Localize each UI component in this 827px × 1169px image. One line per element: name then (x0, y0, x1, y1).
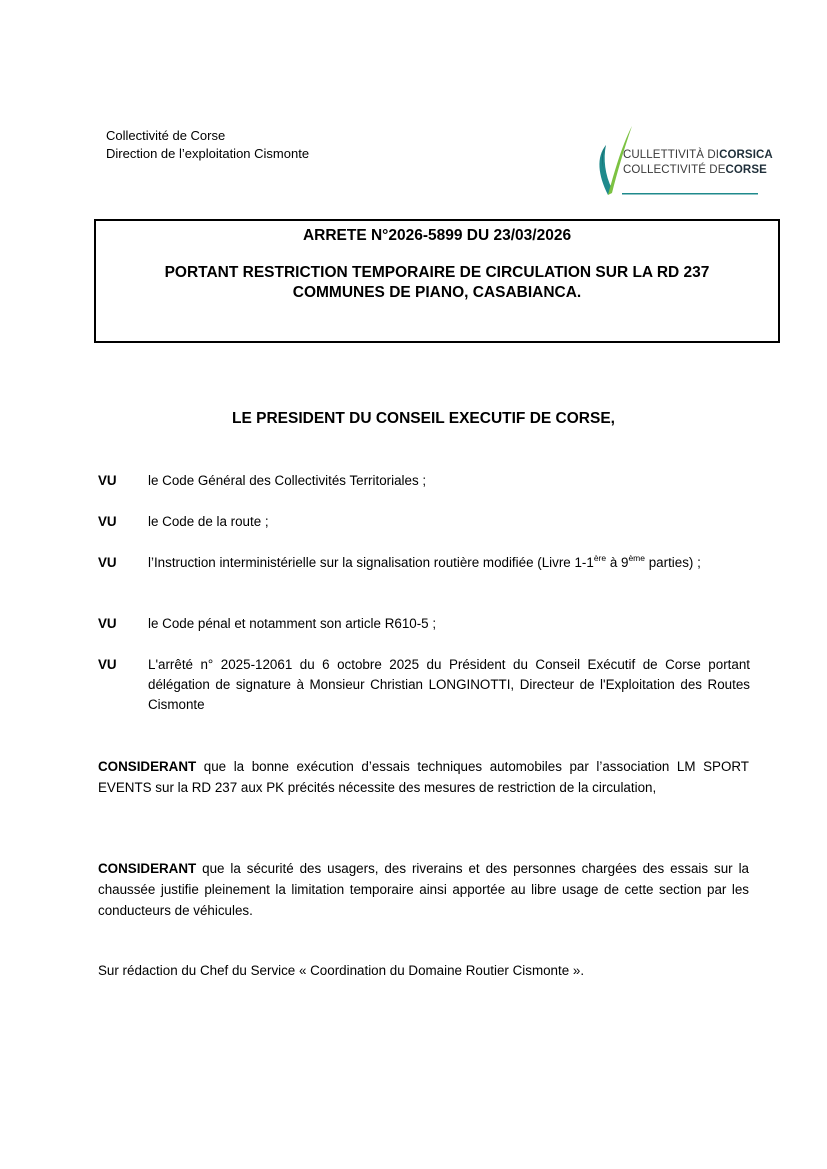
issuer-line-2: Direction de l’exploitation Cismonte (106, 146, 310, 161)
vu-text: L'arrêté n° 2025-12061 du 6 octobre 2025 du Président du Conseil Exécutif de Corse portant délégation de signature à Monsieur Christian LONGINOTTI, Directeur de l'Exploitation des Routes Cismonte (148, 657, 750, 712)
vu-item (98, 655, 750, 715)
issuer-line-1: Collectivité de Corse (106, 128, 226, 143)
issuer-block (106, 127, 309, 163)
vu-item (98, 614, 750, 634)
considerant-label: CONSIDERANT (98, 759, 197, 774)
considerant-paragraph (98, 756, 749, 798)
vu-text-part-c: parties) ; (645, 555, 701, 570)
vu-text-part-b: à 9 (606, 555, 629, 570)
vu-label: VU (98, 555, 117, 570)
vu-sup-b: ème (628, 553, 645, 563)
vu-item (98, 553, 750, 573)
logo-line-2-regular: COLLECTIVITÉ DE (623, 164, 726, 176)
considerant-text: que la bonne exécution d’essais techniques automobiles par l’association LM SPORT EVENTS sur la RD 237 aux PK précités nécessite des mesures de restriction de la circulation, (98, 759, 749, 795)
considerant-paragraph (98, 858, 749, 921)
president-heading: LE PRESIDENT DU CONSEIL EXECUTIF DE CORSE, (232, 410, 615, 427)
vu-item (98, 512, 750, 532)
collectivite-de-corse-logo (594, 123, 773, 199)
logo-line-2-bold: CORSE (725, 164, 767, 176)
vu-label: VU (98, 616, 117, 631)
vu-text: le Code Général des Collectivités Territoriales ; (148, 473, 427, 488)
decree-number: ARRETE N°2026-5899 DU 23/03/2026 (302, 227, 572, 244)
decree-subject-line-1: PORTANT RESTRICTION TEMPORAIRE DE CIRCULATION SUR LA RD 237 (164, 264, 710, 281)
vu-text: le Code pénal et notamment son article R610-5 ; (148, 616, 437, 631)
vu-sup-a: ère (593, 553, 607, 563)
redaction-line: Sur rédaction du Chef du Service « Coordination du Domaine Routier Cismonte ». (98, 963, 585, 978)
logo-underline (594, 191, 764, 197)
vu-label: VU (98, 514, 117, 529)
vu-text-part-a: l’Instruction interministérielle sur la signalisation routière modifiée (Livre 1-1 (148, 555, 594, 570)
vu-text (148, 553, 750, 573)
logo-line-1-regular: CULLETTIVITÀ DI (623, 149, 720, 161)
vu-label: VU (98, 473, 117, 488)
vu-label: VU (98, 657, 117, 672)
considerant-text: que la sécurité des usagers, des riverains et des personnes chargées des essais sur la chaussée justifie pleinement la limitation temporaire ainsi apportée au libre usage de cette section par les conducteurs de véhicules. (98, 861, 749, 918)
vu-item (98, 471, 750, 491)
considerant-label: CONSIDERANT (98, 861, 197, 876)
decree-subject-line-2: COMMUNES DE PIANO, CASABIANCA. (292, 284, 582, 301)
vu-text: le Code de la route ; (148, 514, 269, 529)
logo-line-1-bold: CORSICA (719, 149, 773, 161)
decree-title-box (94, 219, 780, 343)
